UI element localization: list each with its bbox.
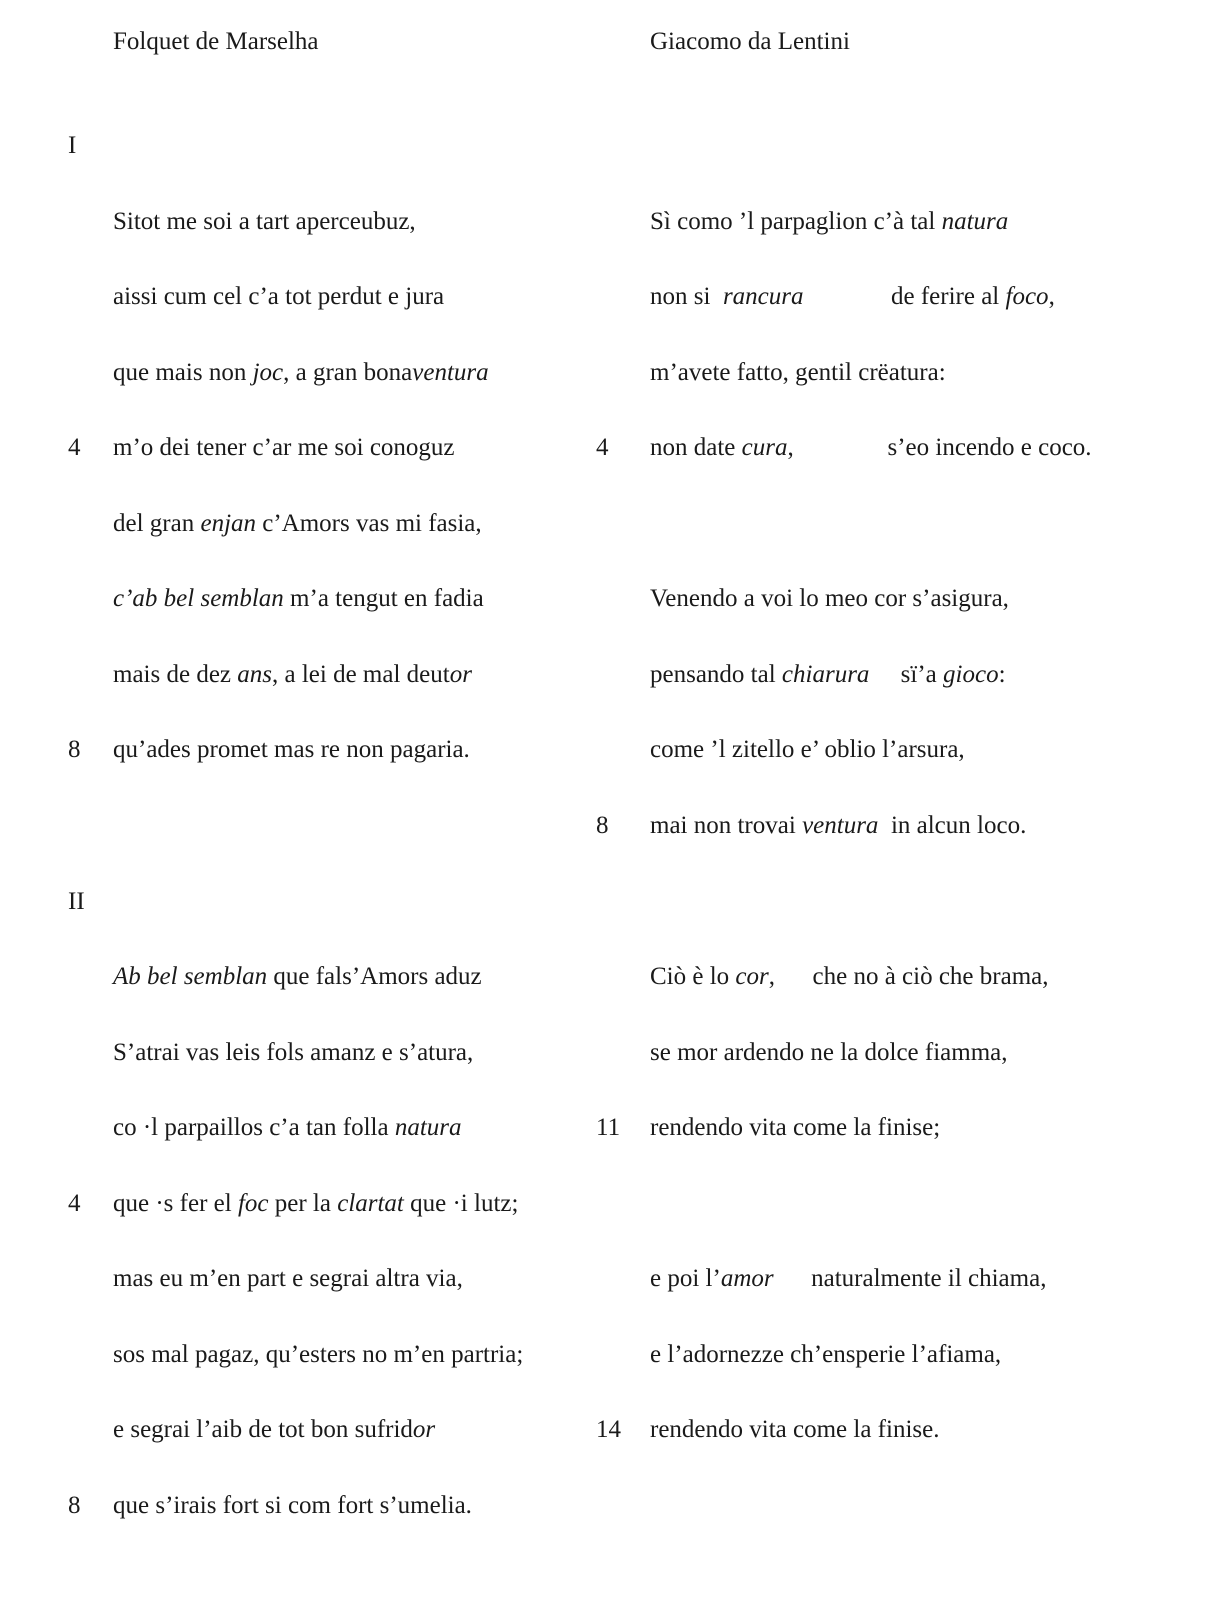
verse-line: rendendo vita come la finise. (650, 1416, 940, 1443)
verse-line: e l’adornezze ch’ensperie l’afiama, (650, 1341, 1002, 1368)
line-number: 8 (596, 812, 609, 839)
stanza-1-roman: I (68, 132, 77, 159)
verse-line: Ab bel semblan que fals’Amors aduz (113, 963, 482, 990)
verse-line: Sitot me soi a tart aperceubuz, (113, 208, 416, 235)
verse-line: del gran enjan c’Amors vas mi fasia, (113, 510, 482, 537)
verse-line: mas eu m’en part e segrai altra via, (113, 1265, 463, 1292)
italic-word: amor (720, 1265, 774, 1292)
line-number: 4 (68, 434, 81, 461)
italic-word: chiarura (781, 661, 870, 688)
italic-word: Ab bel semblan (113, 963, 268, 990)
italic-word: cura (741, 434, 788, 461)
italic-word: ans (237, 661, 272, 688)
verse-line: que s’irais fort si com fort s’umelia. (113, 1492, 472, 1519)
italic-word: clartat (337, 1190, 404, 1217)
verse-line: c’ab bel semblan m’a tengut en fadia (113, 585, 484, 612)
italic-word: natura (394, 1114, 462, 1141)
verse-line: m’o dei tener c’ar me soi conoguz (113, 434, 455, 461)
verse-line: pensando tal chiarura sï’a gioco: (650, 661, 1006, 688)
verse-line: e poi l’amor naturalmente il chiama, (650, 1265, 1047, 1292)
verse-line: e segrai l’aib de tot bon sufridor (113, 1416, 436, 1443)
verse-line: aissi cum cel c’a tot perdut e jura (113, 283, 445, 310)
italic-word: natura (941, 208, 1009, 235)
line-number: 4 (68, 1190, 81, 1217)
verse-line: Ciò è lo cor, che no à ciò che brama, (650, 963, 1049, 990)
line-number: 4 (596, 434, 609, 461)
line-number: 8 (68, 1492, 81, 1519)
line-number: 14 (596, 1416, 621, 1443)
verse-line: que mais non joc, a gran bonaventura (113, 359, 489, 386)
verse-line: Sì como ’l parpaglion c’à tal natura (650, 208, 1009, 235)
italic-word: ventura (412, 359, 489, 386)
italic-word: or (449, 661, 472, 688)
verse-line: mai non trovai ventura in alcun loco. (650, 812, 1027, 839)
verse-line: sos mal pagaz, qu’esters no m’en partria; (113, 1341, 524, 1368)
left-author: Folquet de Marselha (113, 28, 319, 55)
verse-line: rendendo vita come la finise; (650, 1114, 941, 1141)
italic-word: c’ab bel semblan (113, 585, 284, 612)
italic-word: cor (735, 963, 769, 990)
italic-word: ventura (802, 812, 879, 839)
italic-word: rancura (722, 283, 804, 310)
line-number: 11 (596, 1114, 621, 1141)
verse-line: non date cura, s’eo incendo e coco. (650, 434, 1092, 461)
italic-word: or (412, 1416, 436, 1443)
right-author: Giacomo da Lentini (650, 28, 850, 55)
verse-line: come ’l zitello e’ oblio l’arsura, (650, 736, 965, 763)
stanza-2-roman: II (68, 888, 85, 915)
verse-line: que ·s fer el foc per la clartat que ·i lutz; (113, 1190, 519, 1217)
verse-line: non si rancura de ferire al foco, (650, 283, 1055, 310)
verse-line: m’avete fatto, gentil crëatura: (650, 359, 946, 386)
italic-word: joc (252, 359, 284, 386)
italic-word: foco (1005, 283, 1049, 310)
verse-line: se mor ardendo ne la dolce fiamma, (650, 1039, 1008, 1066)
line-number: 8 (68, 736, 81, 763)
italic-word: foc (237, 1190, 269, 1217)
italic-word: gioco (943, 661, 999, 688)
verse-line: qu’ades promet mas re non pagaria. (113, 736, 470, 763)
verse-line: co ·l parpaillos c’a tan folla natura (113, 1114, 462, 1141)
verse-line: Venendo a voi lo meo cor s’asigura, (650, 585, 1009, 612)
verse-line: mais de dez ans, a lei de mal deutor (113, 661, 472, 688)
verse-line: S’atrai vas leis fols amanz e s’atura, (113, 1039, 474, 1066)
italic-word: enjan (200, 510, 257, 537)
